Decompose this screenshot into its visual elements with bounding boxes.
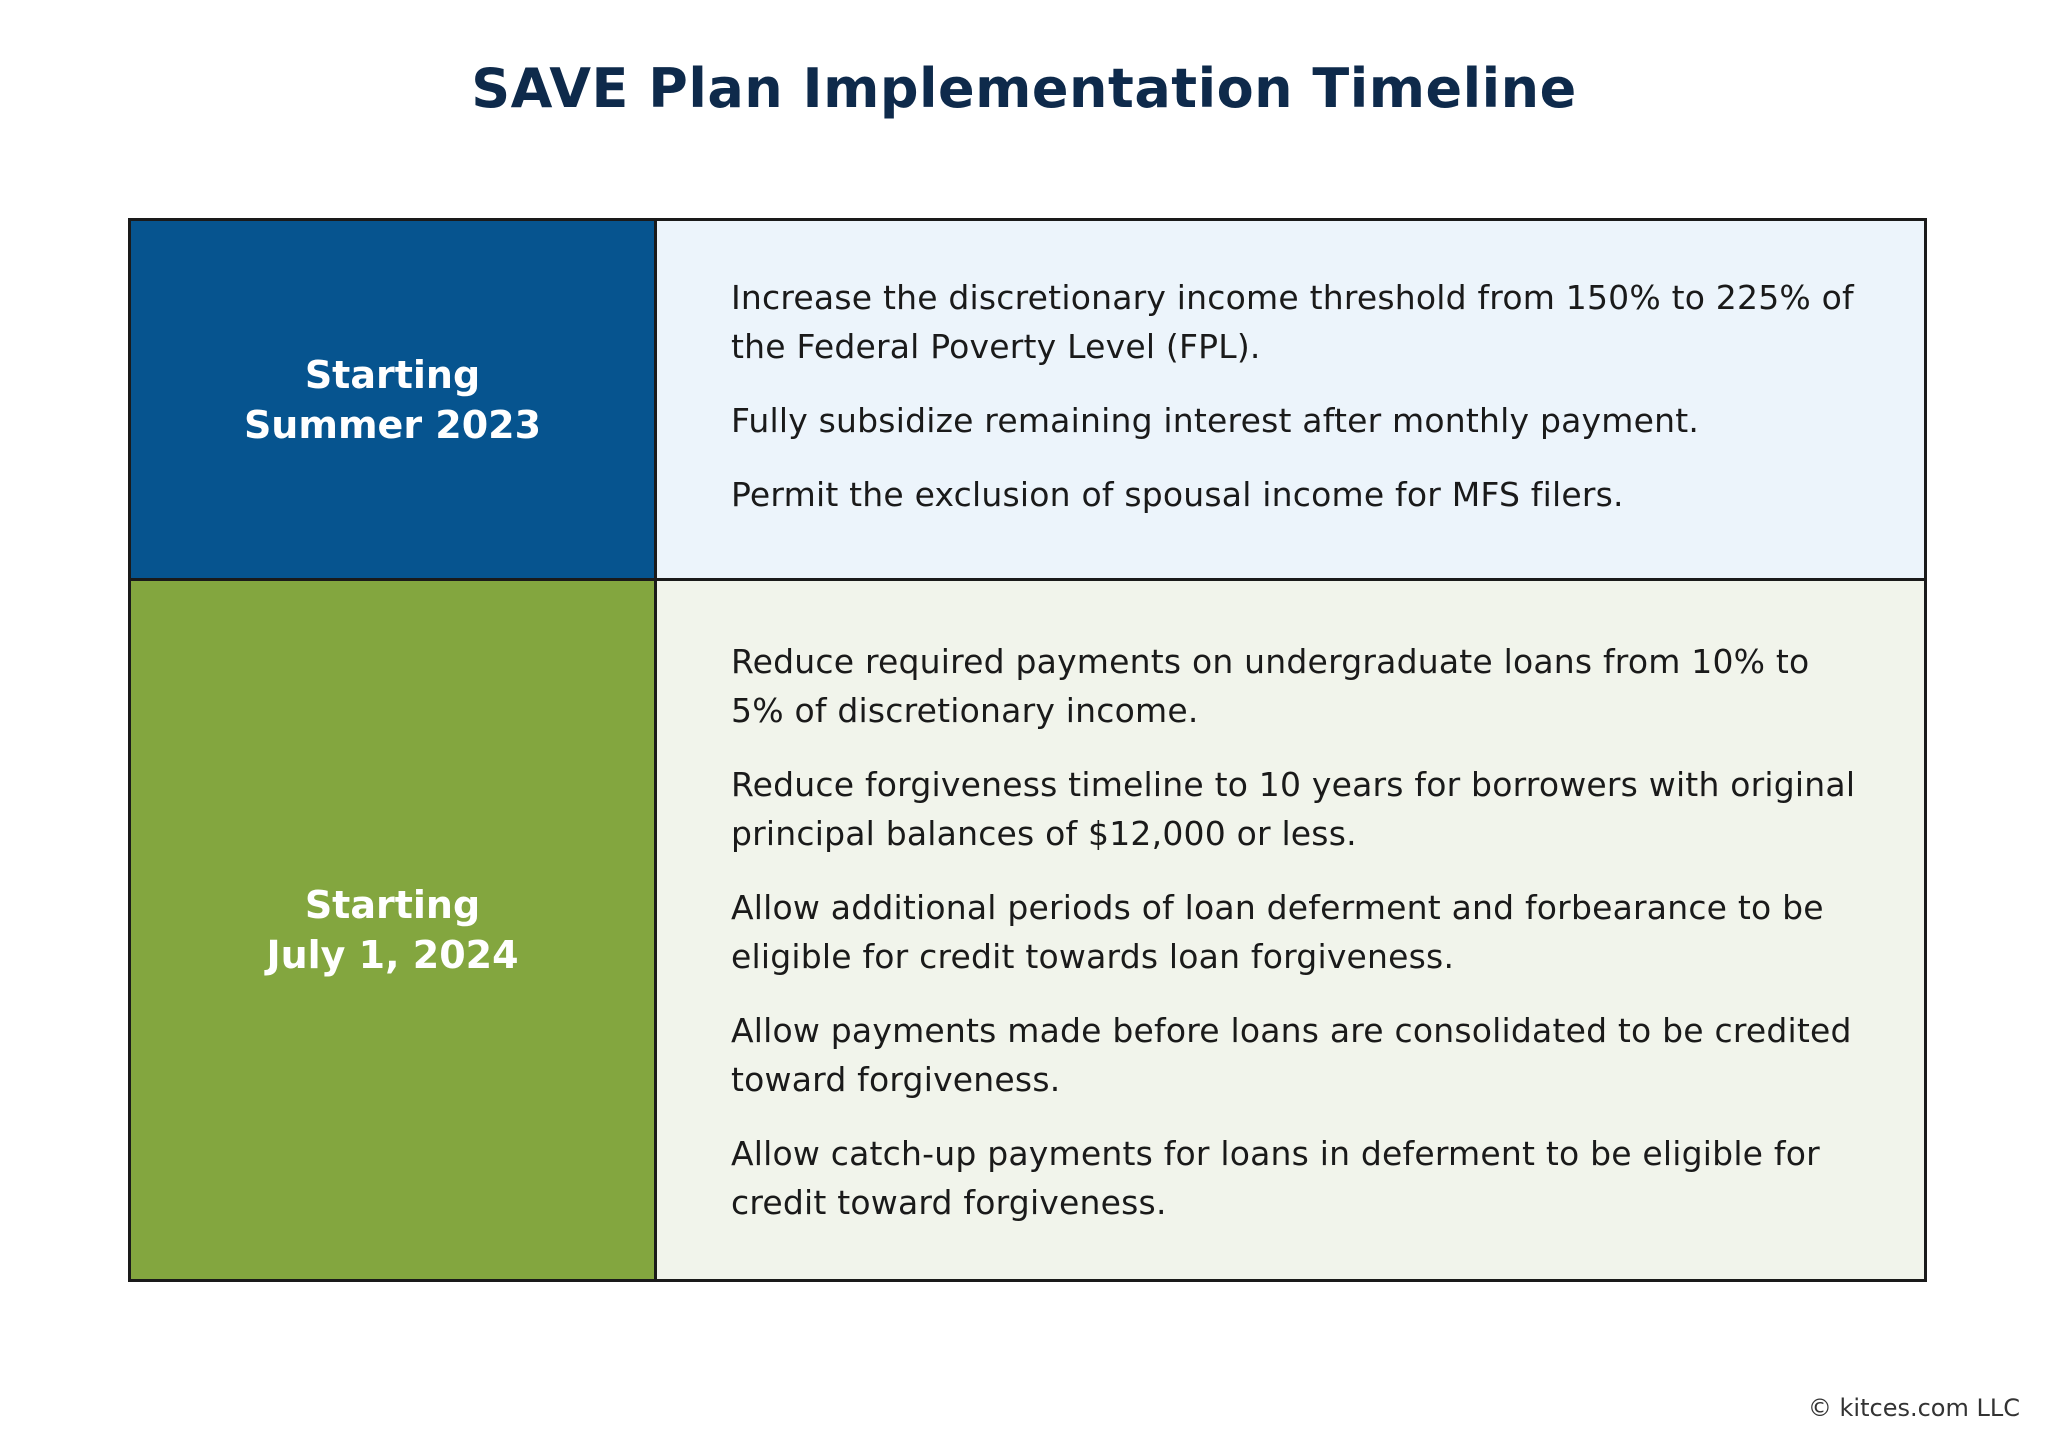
timeline-item: Fully subsidize remaining interest after monthly payment. [731, 401, 1700, 440]
copyright-footer: © kitces.com LLC [1807, 1394, 2020, 1422]
timeline-item: Allow catch-up payments for loans in deferment to be eligible for credit toward forgiveness. [731, 1134, 1820, 1222]
timeline-item: Allow additional periods of loan deferment and forbearance to be eligible for credit towards loan forgiveness. [731, 888, 1824, 976]
timeline-item: Increase the discretionary income threshold from 150% to 225% of the Federal Poverty Level (FPL). [731, 278, 1854, 366]
timeline-label-line2: Summer 2023 [243, 402, 542, 447]
timeline-row-summer-2023 [131, 221, 1924, 581]
timeline-label-line1: Starting [304, 352, 481, 397]
timeline-row-july-2024 [131, 581, 1924, 1279]
timeline-item: Reduce required payments on undergraduate loans from 10% to 5% of discretionary income. [731, 642, 1810, 730]
page-title: SAVE Plan Implementation Timeline [471, 57, 1577, 120]
timeline-item: Reduce forgiveness timeline to 10 years for borrowers with original principal balances of $12,000 or less. [731, 765, 1856, 853]
timeline-item: Allow payments made before loans are consolidated to be credited toward forgiveness. [731, 1011, 1852, 1099]
timeline-label-cell [131, 581, 657, 1279]
timeline-item: Permit the exclusion of spousal income for MFS filers. [731, 475, 1624, 514]
timeline-table [128, 218, 1927, 1282]
timeline-label [266, 880, 518, 980]
timeline-label-line1: Starting [304, 883, 481, 927]
timeline-label-cell [131, 221, 657, 578]
timeline-label [244, 350, 541, 450]
timeline-label-line2: July 1, 2024 [266, 933, 519, 977]
timeline-content-cell [657, 221, 1924, 578]
timeline-content-cell [657, 581, 1924, 1279]
